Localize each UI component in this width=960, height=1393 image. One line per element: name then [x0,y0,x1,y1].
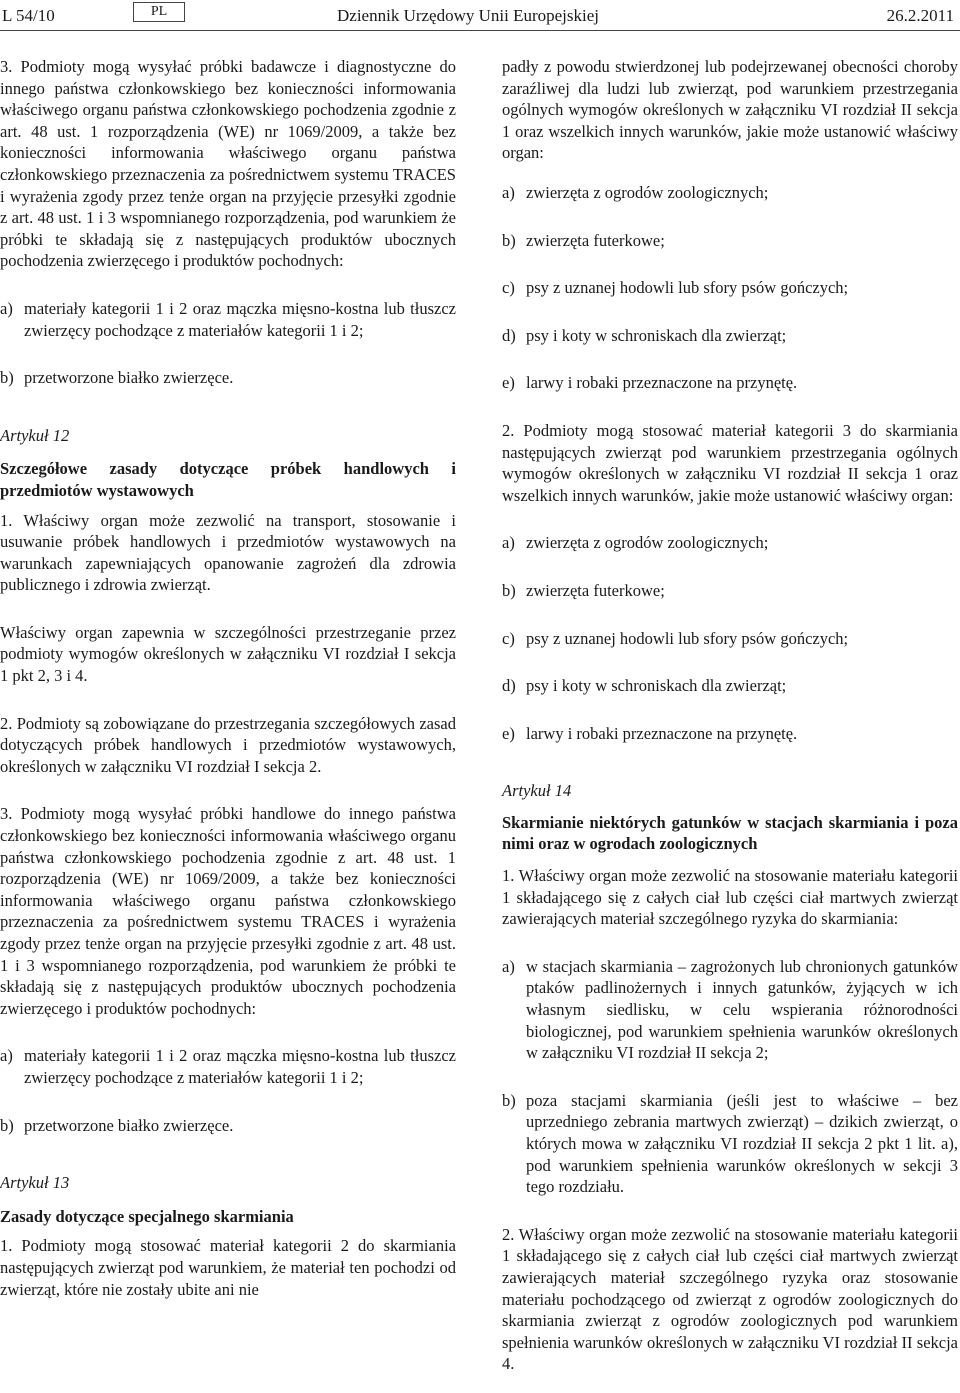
list-item [502,580,958,602]
item-label: a) [502,182,515,202]
article-title: Szczegółowe zasady dotyczące próbek handlowych i przedmiotów wystawowych [0,459,456,500]
list-item [0,367,456,389]
right-column [502,56,958,1375]
list-item [0,1045,456,1088]
item-text: materiały kategorii 1 i 2 oraz mączka mięsno-kostna lub tłuszcz zwierzęcy pochodzące z materiałów kategorii 1 i 2; [24,298,456,340]
paragraph: 3. Podmioty mogą wysyłać próbki handlowe do innego państwa członkowskiego bez konieczności informowania właściwego organu państwa członkowskiego pochodzenia zgodnie z art. 48 ust. 1 rozporządzenia (WE) nr 1069/2009, a także bez konieczności informowania właściwego organu państwa członkowskiego przeznaczenia za pośrednictwem systemu TRACES i wyrażenia zgody przez tenże organ na przyjęcie przesyłki zgodnie z art. 48 ust. 1 i 3 wspomnianego rozporządzenia, pod warunkiem że próbki te składają się z następujących produktów ubocznych pochodzenia zwierzęcego i produktów pochodnych: [0,804,456,1018]
paragraph: 2. Podmioty są zobowiązane do przestrzegania szczegółowych zasad dotyczących próbek handlowych i przedmiotów wystawowych, określonych w załączniku VI rozdział I sekcja 2. [0,713,456,776]
item-text: materiały kategorii 1 i 2 oraz mączka mięsno-kostna lub tłuszcz zwierzęcy pochodzące z materiałów kategorii 1 i 2; [24,1046,456,1087]
article-title: Zasady dotyczące specjalnego skarmiania [0,1206,294,1226]
item-label: b) [502,580,516,600]
item-label: c) [502,278,515,298]
item-text: zwierzęta futerkowe; [526,580,665,600]
item-text: przetworzone białko zwierzęce. [24,368,234,388]
item-label: a) [0,1046,13,1066]
paragraph: 1. Właściwy organ może zezwolić na stosowanie materiału kategorii 1 składającego się z całych ciał lub części ciał martwych zwierząt zawierających materiał szczególnego ryzyka do skarmiania: [502,866,958,929]
item-text: poza stacjami skarmiania (jeśli jest to właściwe – bez uprzedniego zebrania martwych zwierząt) – dzikich zwierząt, o których mowa w załączniku VI rozdział II sekcja 2 pkt 1 lit. a), pod warunkiem spełnienia warunków określonych w sekcji 3 tego rozdziału. [526,1090,958,1197]
list-item [0,298,456,341]
article-title: Skarmianie niektórych gatunków w stacjach skarmiania i poza nimi oraz w ogrodach zoologicznych [502,812,958,854]
list-item [502,325,958,347]
item-text: larwy i robaki przeznaczone na przynętę. [526,723,798,743]
paragraph: Właściwy organ zapewnia w szczególności przestrzeganie przez podmioty wymogów określonych w załączniku VI rozdział I sekcja 1 pkt 2, 3 i 4. [0,622,456,686]
item-text: psy z uznanej hodowli lub sfory psów gończych; [526,628,849,648]
page-header [0,0,960,31]
item-label: b) [0,368,14,388]
item-label: a) [502,956,515,976]
list-item [502,230,958,252]
item-text: larwy i robaki przeznaczone na przynętę. [526,373,798,393]
list-item [502,956,958,1064]
item-text: psy i koty w schroniskach dla zwierząt; [526,325,787,345]
journal-title: Dziennik Urzędowy Unii Europejskiej [337,6,600,25]
language-badge: PL [133,2,185,22]
article-number: Artykuł 12 [0,425,70,445]
list-item [0,1115,456,1137]
item-label: b) [502,230,516,250]
item-label: d) [502,676,516,696]
item-label: b) [502,1090,516,1110]
item-text: psy z uznanej hodowli lub sfory psów gończych; [526,278,849,298]
left-column [0,56,456,1300]
item-label: d) [502,325,516,345]
paragraph: 3. Podmioty mogą wysyłać próbki badawcze i diagnostyczne do innego państwa członkowskiego bez konieczności informowania właściwego organu państwa członkowskiego pochodzenia zgodnie z art. 48 ust. 1 rozporządzenia (WE) nr 1069/2009, a także bez konieczności informowania właściwego organu państwa członkowskiego przeznaczenia za pośrednictwem systemu TRACES i wyrażenia zgody przez tenże organ na przyjęcie przesyłki zgodnie z art. 48 ust. 1 i 3 wspomnianego rozporządzenia, pod warunkiem że próbki te składają się z następujących produktów ubocznych pochodzenia zwierzęcego i produktów pochodnych: [0,57,456,271]
paragraph: padły z powodu stwierdzonej lub podejrzewanej obecności choroby zaraźliwej dla ludzi lub zwierząt, pod warunkiem przestrzegania ogólnych wymogów określonych w załączniku VI rozdział II sekcja 1 oraz wszelkich innych warunków, jakie może ustanowić właściwy organ: [502,57,958,163]
list-item [502,372,958,394]
item-text: przetworzone białko zwierzęce. [24,1115,234,1135]
item-text: zwierzęta futerkowe; [526,230,665,250]
item-label: c) [502,628,515,648]
paragraph: 1. Właściwy organ może zezwolić na transport, stosowanie i usuwanie próbek handlowych i przedmiotów wystawowych na warunkach zapewniających opanowanie zagrożeń dla zdrowia publicznego i zdrowia zwierząt. [0,510,456,595]
item-label: a) [502,533,515,553]
list-item [502,675,958,697]
list-item [502,182,958,204]
list-item [502,277,958,299]
page-number: L 54/10 [2,6,55,25]
article-number: Artykuł 13 [0,1173,70,1193]
item-label: e) [502,373,515,393]
paragraph: 2. Właściwy organ może zezwolić na stosowanie materiału kategorii 1 składającego się z całych ciał lub części ciał martwych zwierząt zawierających materiał szczególnego ryzyka oraz stosowanie materiału pochodzącego od zwierząt z ogrodów zoologicznych do skarmiania zwierząt z ogrodów zoologicznych pod warunkiem spełnienia warunków określonych w załączniku VI rozdział II sekcja 4. [502,1224,958,1374]
item-text: psy i koty w schroniskach dla zwierząt; [526,676,787,696]
item-text: zwierzęta z ogrodów zoologicznych; [526,533,769,553]
list-item [502,628,958,650]
item-label: e) [502,723,515,743]
item-label: b) [0,1115,14,1135]
item-text: zwierzęta z ogrodów zoologicznych; [526,182,769,202]
list-item [502,1090,958,1198]
publication-date: 26.2.2011 [886,6,954,25]
item-label: a) [0,298,13,318]
list-item [502,532,958,554]
list-item [502,723,958,745]
item-text: w stacjach skarmiania – zagrożonych lub chronionych gatunków ptaków padlinożernych i innych gatunków, żyjących w ich własnym siedlisku, w celu wspierania różnorodności biologicznej, pod warunkiem spełnienia warunków określonych w załączniku VI rozdział II sekcja 2; [526,956,958,1063]
paragraph: 1. Podmioty mogą stosować materiał kategorii 2 do skarmiania następujących zwierząt pod warunkiem, że materiał ten pochodzi od zwierząt, które nie zostały ubite ani nie [0,1236,456,1299]
paragraph: 2. Podmioty mogą stosować materiał kategorii 3 do skarmiania następujących zwierząt pod warunkiem przestrzegania ogólnych wymogów określonych w załączniku VI rozdział II sekcja 1 oraz wszelkich innych warunków, jakie może ustanowić właściwy organ: [502,420,958,505]
article-number: Artykuł 14 [502,781,572,801]
